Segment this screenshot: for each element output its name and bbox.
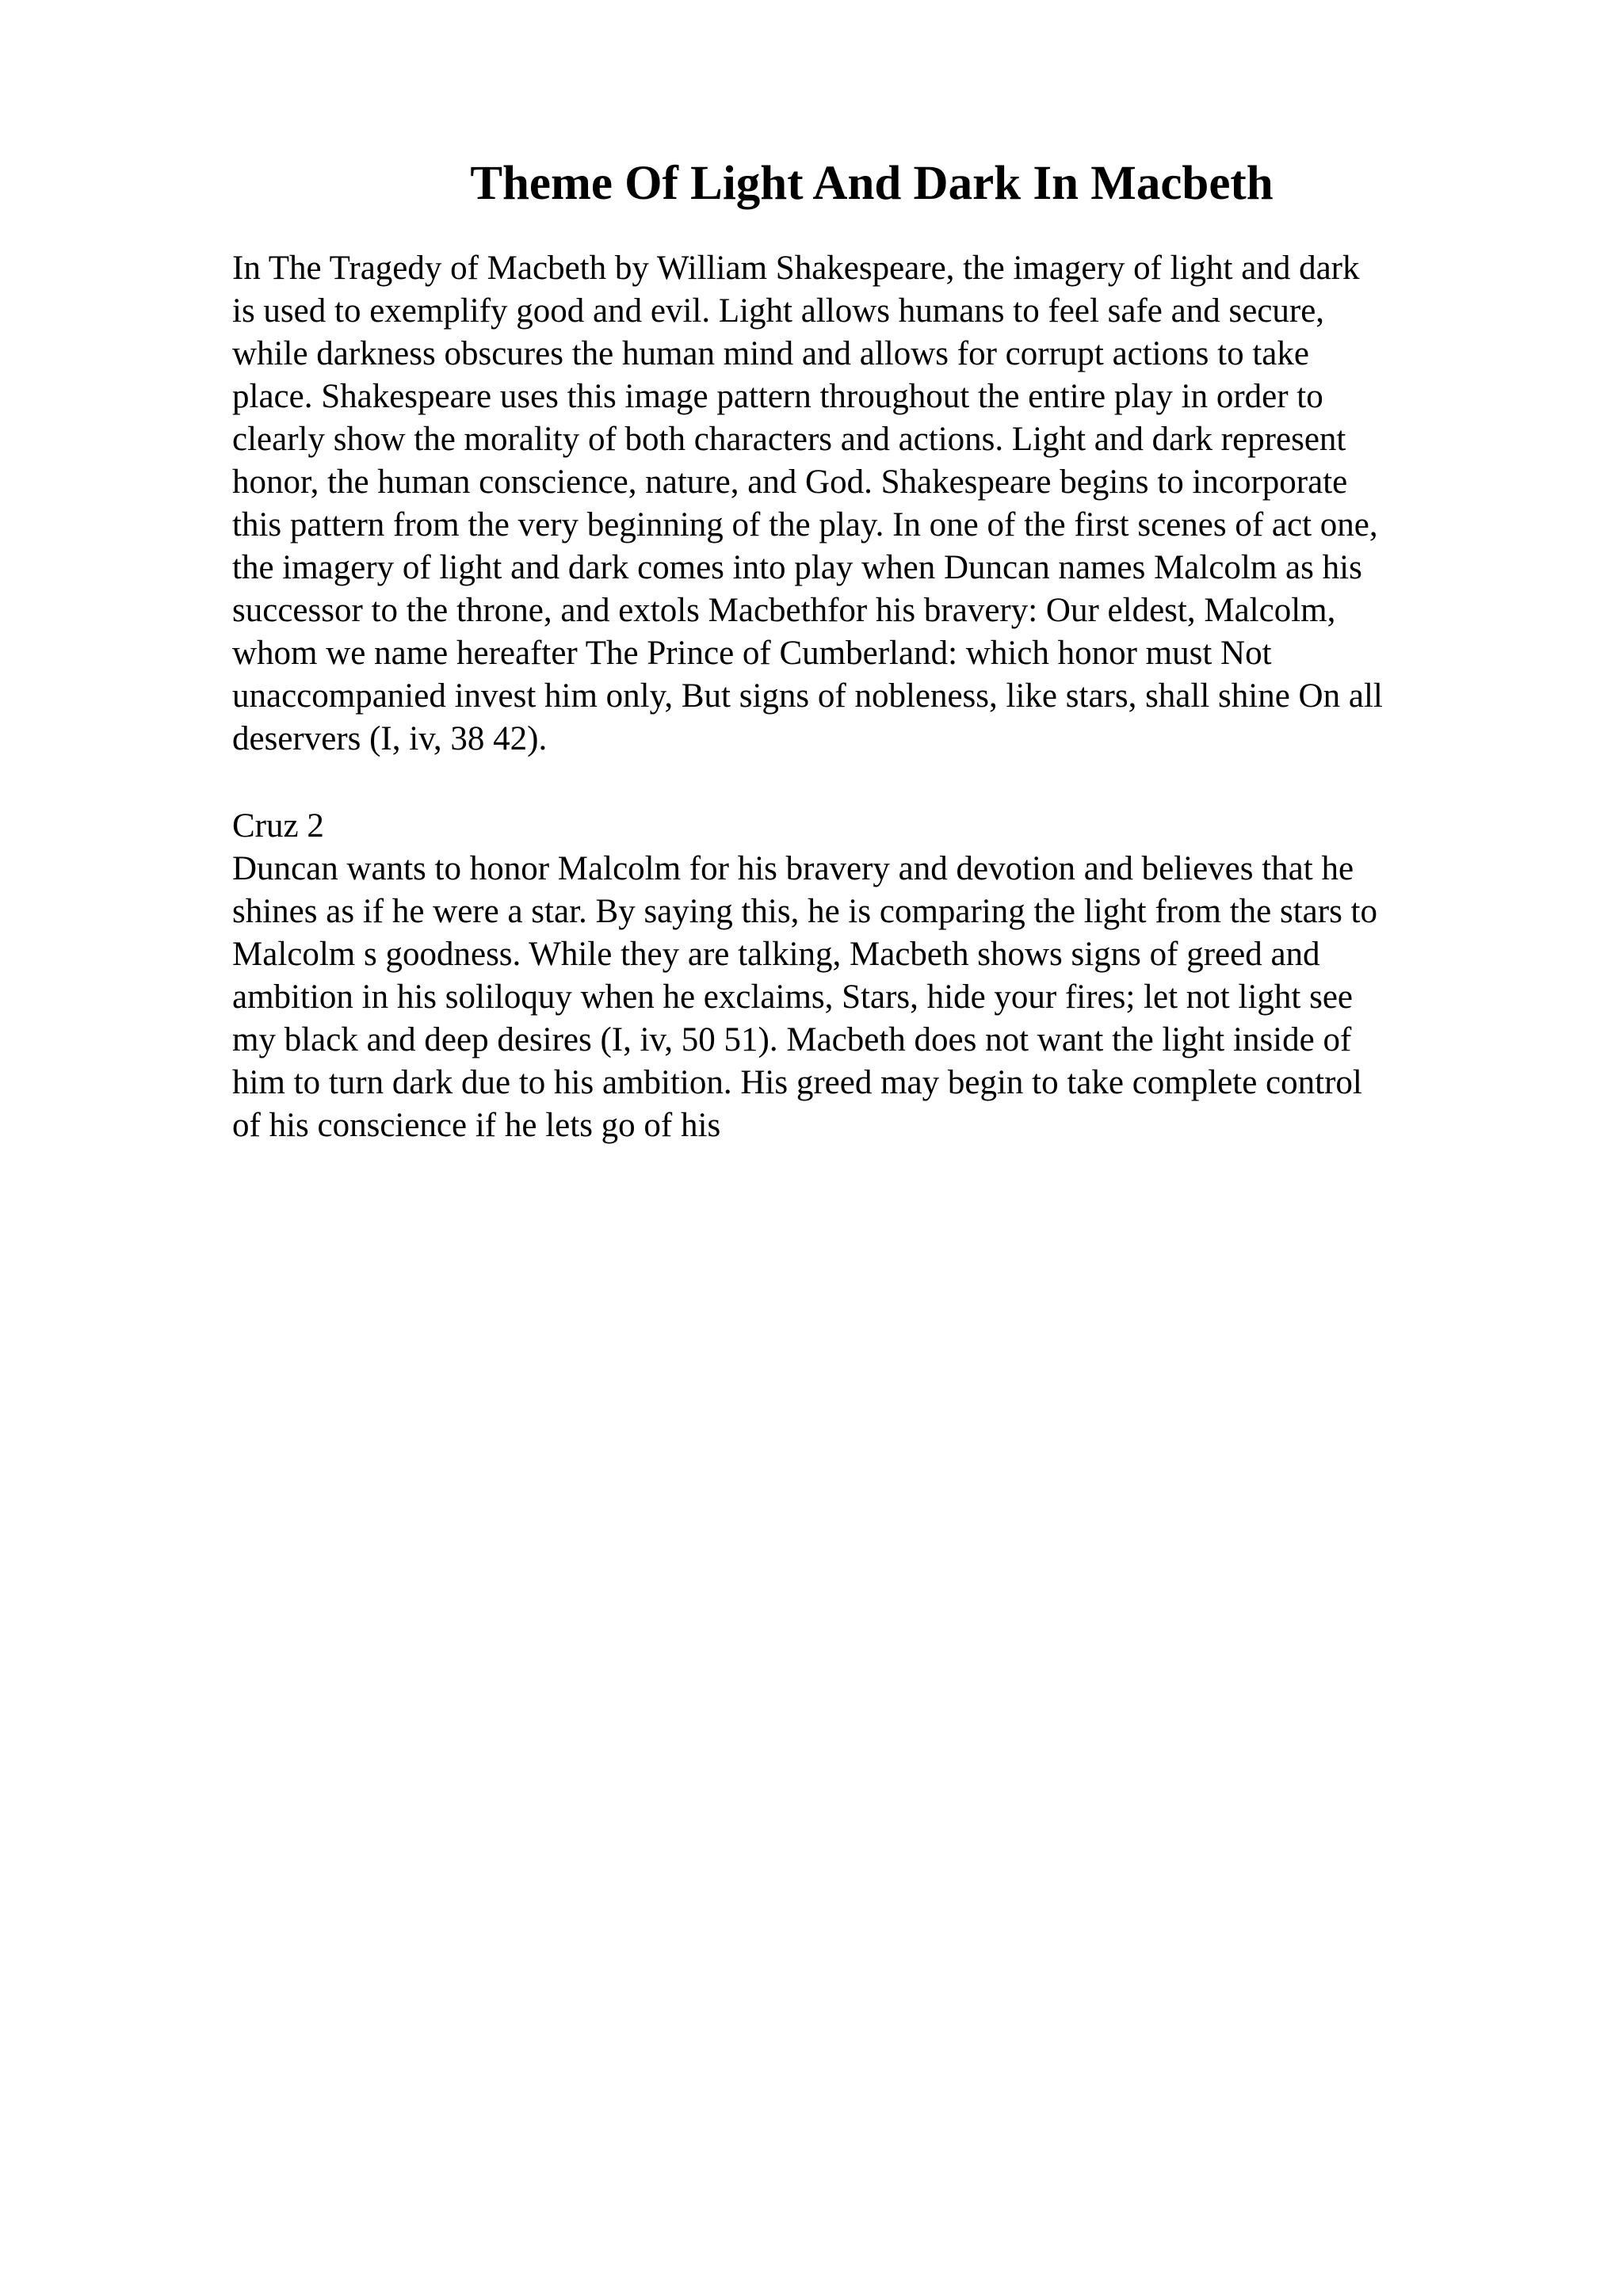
page-marker: Cruz 2 [232, 807, 324, 845]
paragraph-2: Duncan wants to honor Malcolm for his bravery and devotion and believes that he shines as if he were a star. By saying this, he is comparing the light from the stars to Malcolm s goodness. While they are talking, Macbeth shows signs of greed and ambition in his soliloquy when he exclaims, Stars, hide your fires; let not light see my black and deep desires (I, iv, 50 51). Macbeth does not want the light inside of him to turn dark due to his ambition. His greed may begin to take complete control of his conscience if he lets go of his [232, 850, 1377, 1144]
paragraph-1: In The Tragedy of Macbeth by William Shakespeare, the imagery of light and dark is used to exemplify good and evil. Light allows humans to feel safe and secure, while darkness obscures the human mind and allows for corrupt actions to take place. Shakespeare uses this image pattern throughout the entire play in order to clearly show the morality of both characters and actions. Light and dark represent honor, the human conscience, nature, and God. Shakespeare begins to incorporate this pattern from the very beginning of the play. In one of the first scenes of act one, the imagery of light and dark comes into play when Duncan names Malcolm as his successor to the throne, and extols Macbethfor his bravery: Our eldest, Malcolm, whom we name hereafter The Prince of Cumberland: which honor must Not unaccompanied invest him only, But signs of nobleness, like stars, shall shine On all deservers (I, iv, 38 42). [232, 250, 1383, 757]
document-title: Theme Of Light And Dark In Macbeth [470, 157, 1274, 210]
